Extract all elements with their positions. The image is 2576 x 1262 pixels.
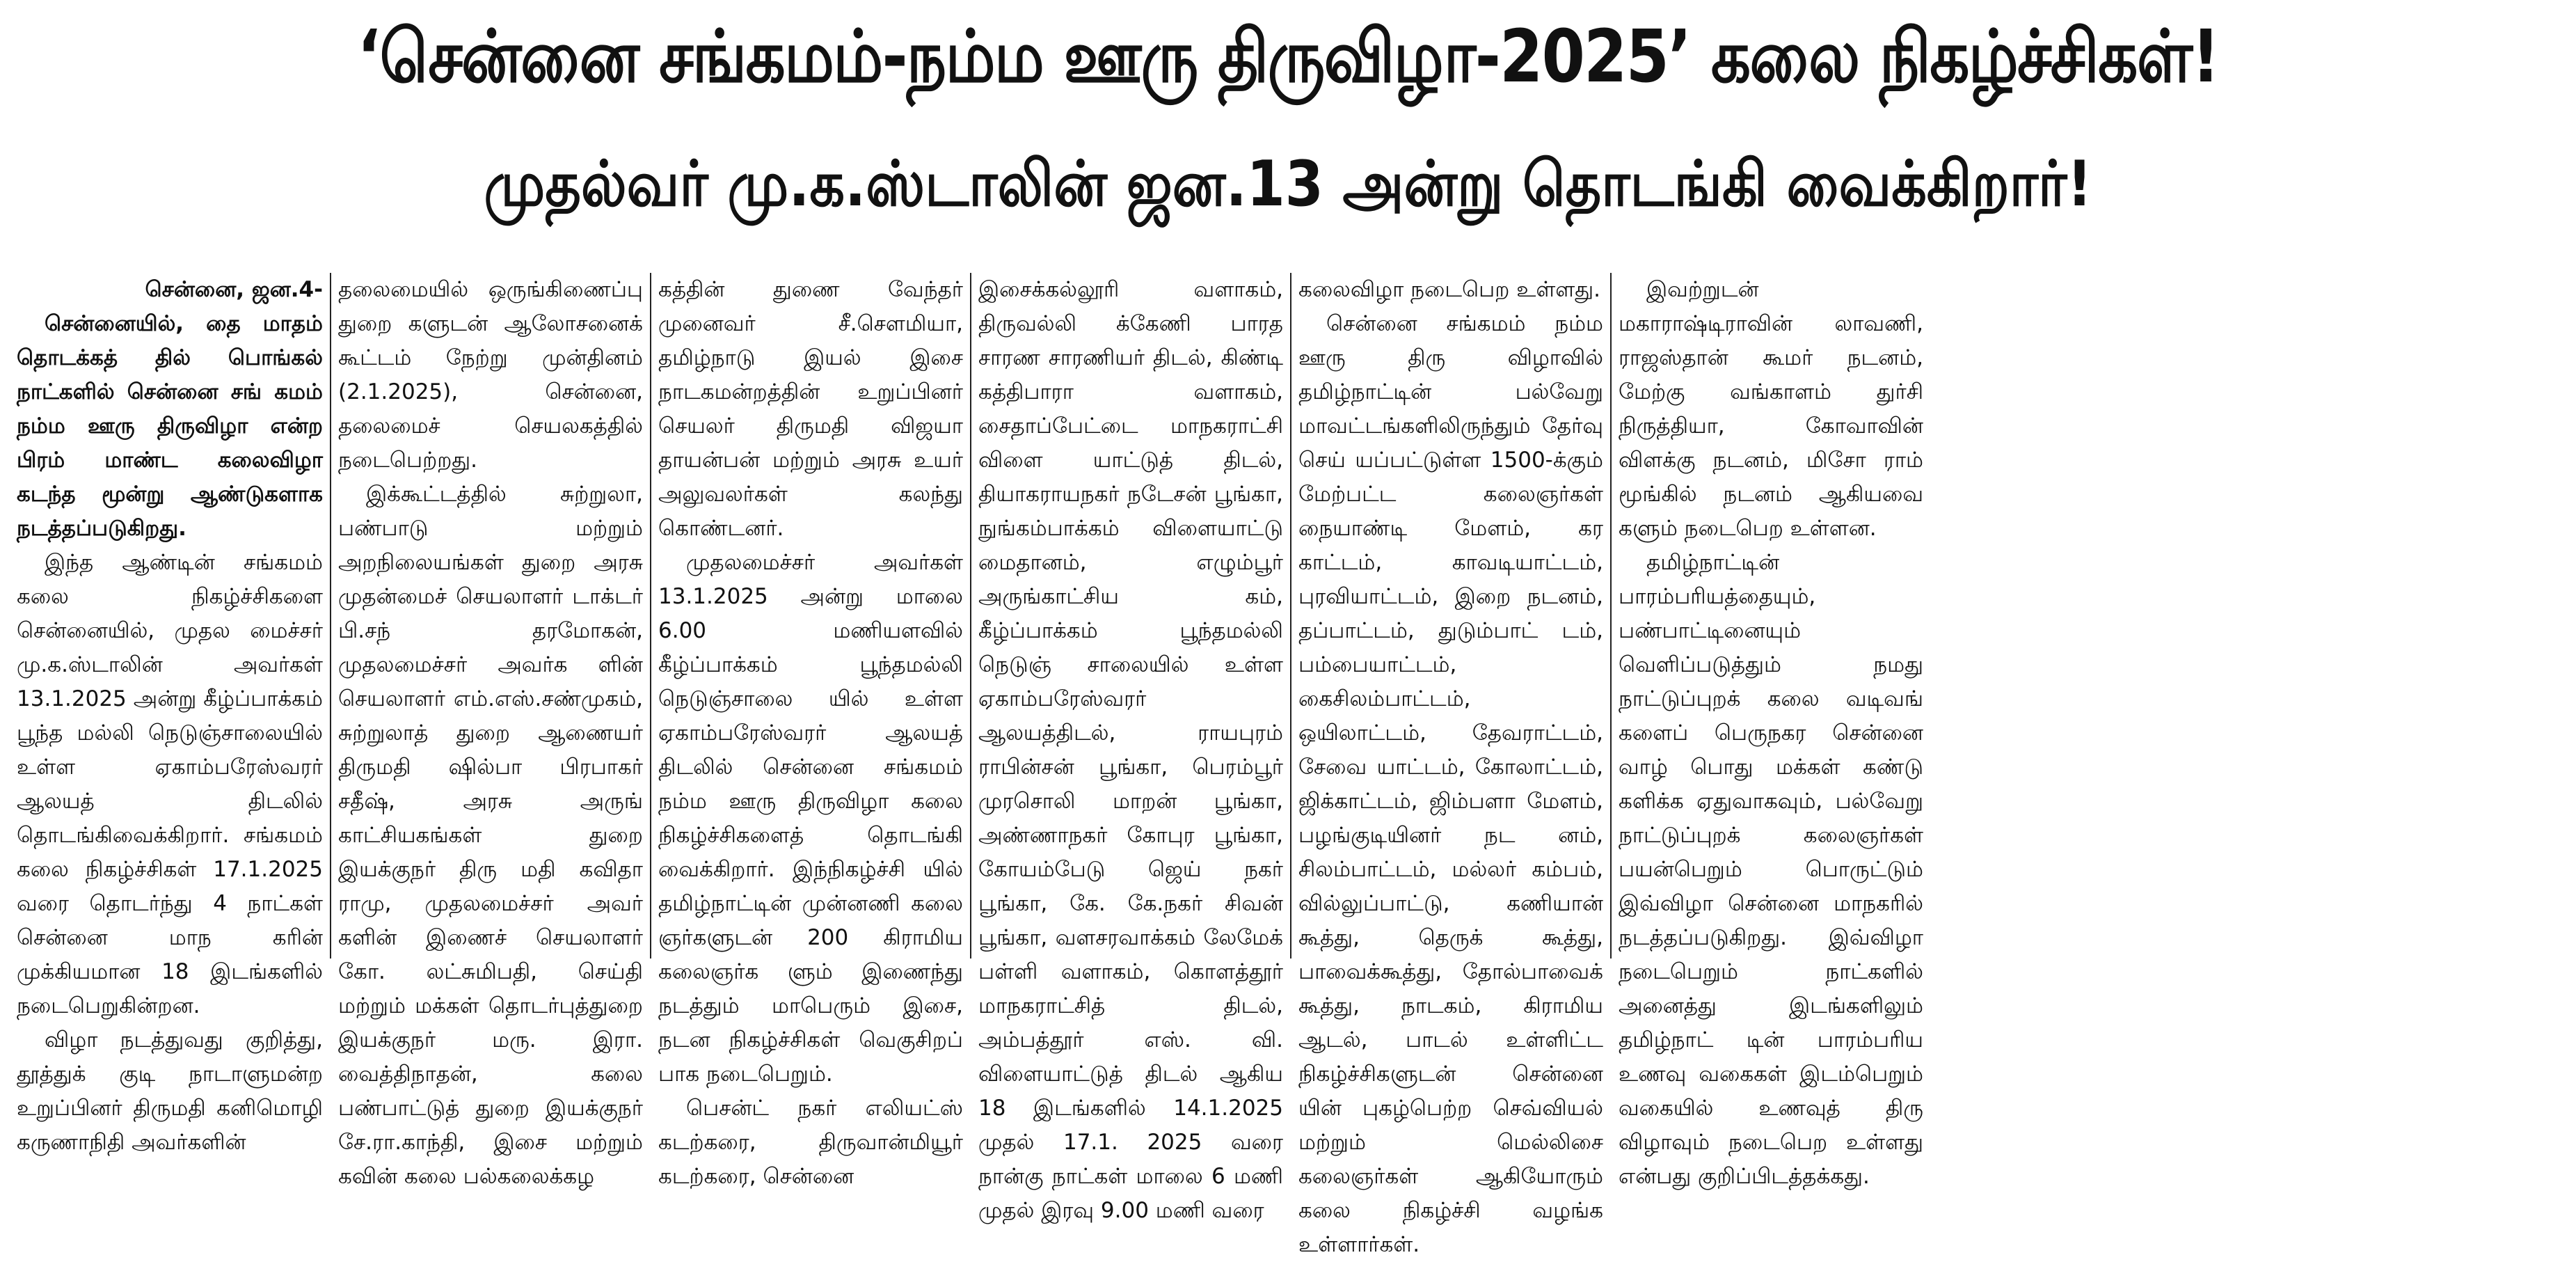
paragraph: இந்த ஆண்டின் சங்கமம் கலை நிகழ்ச்சிகளை சென்னையில், முதல மைச்சர் மு.க.ஸ்டாலின் அவர்கள் 13.1.2025 அன்று கீழ்ப்பாக்கம் பூந்த மல்லி நெடுஞ்சாலையில் உள்ள ஏகாம்பரேஸ்வரர் ஆலயத் திடலில் தொடங்கிவைக்கிறார். சங்கமம் கலை நிகழ்ச்சிகள் 17.1.2025 வரை தொடர்ந்து 4 நாட்கள் சென்னை மாந கரின் முக்கியமான 18 இடங்களில் நடைபெறுகின்றன. [17, 550, 323, 1018]
article-column-5 [1290, 273, 1610, 1257]
article-column-4 [970, 273, 1290, 1223]
paragraph: விழா நடத்துவது குறித்து, தூத்துக் குடி நாடாளுமன்ற உறுப்பினர் திருமதி கனிமொழி கருணாநிதி அவர்களின் [17, 1027, 323, 1155]
paragraph: தமிழ்நாட்டின் பாரம்பரியத்தையும், பண்பாட்டினையும் வெளிப்படுத்தும் நமது நாட்டுப்புறக் கலை வடிவங் களைப் பெருநகர சென்னை வாழ் பொது மக்கள் கண்டு களிக்க ஏதுவாகவும், பல்வேறு நாட்டுப்புறக் கலைஞர்கள் பயன்பெறும் பொருட்டும் இவ்விழா சென்னை மாநகரில் நடத்தப்படுகிறது. இவ்விழா நடைபெறும் நாட்களில் அனைத்து இடங்களிலும் தமிழ்நாட் டின் பாரம்பரிய உணவு வகைகள் இடம்பெறும் வகையில் உணவுத் திரு விழாவும் நடைபெற உள்ளது என்பது குறிப்பிடத்தக்கது. [1619, 550, 1923, 1189]
article-column-2 [330, 273, 650, 1189]
paragraph: கத்தின் துணை வேந்தர் முனைவர் சீ.சௌமியா, தமிழ்நாடு இயல் இசை நாடகமன்றத்தின் உறுப்பினர் செயலர் திருமதி விஜயா தாயன்பன் மற்றும் அரசு உயர் அலுவலர்கள் கலந்து கொண்டனர். [658, 277, 963, 541]
paragraph: இக்கூட்டத்தில் சுற்றுலா, பண்பாடு மற்றும் அறநிலையங்கள் துறை அரசு முதன்மைச் செயலாளர் டாக்டர் பி.சந் தரமோகன், முதலமைச்சர் அவர்க ளின் செயலாளர் எம்.எஸ்.சண்முகம், சுற்றுலாத் துறை ஆணையர் திருமதி ஷில்பா பிரபாகர் சதீஷ், அரசு அருங் காட்சியகங்கள் துறை இயக்குநர் திரு மதி கவிதா ராமு, முதலமைச்சர் அவர் களின் இணைச் செயலாளர் கோ. லட்சுமிபதி, செய்தி மற்றும் மக்கள் தொடர்புத்துறை இயக்குநர் மரு. இரா. வைத்திநாதன், கலை பண்பாட்டுத் துறை இயக்குநர் சே.ரா.காந்தி, இசை மற்றும் கவின் கலை பல்கலைக்கழ [338, 482, 643, 1189]
article-body [10, 273, 2570, 1257]
article-column-6 [1610, 273, 1930, 1189]
lead-paragraph: சென்னையில், தை மாதம் தொடக்கத் தில் பொங்கல் நாட்களில் சென்னை சங் கமம் நம்ம ஊரு திருவிழா என்ற பிரம் மாண்ட கலைவிழா கடந்த மூன்று ஆண்டுகளாக நடத்தப்படுகிறது. [17, 311, 323, 541]
paragraph: சென்னை சங்கமம் நம்ம ஊரு திரு விழாவில் தமிழ்நாட்டின் பல்வேறு மாவட்டங்களிலிருந்தும் தேர்வு செய் யப்பட்டுள்ள 1500-க்கும் மேற்பட்ட கலைஞர்கள் நையாண்டி மேளம், கர காட்டம், காவடியாட்டம், புரவியாட்டம், இறை நடனம், தப்பாட்டம், துடும்பாட் டம், பம்பையாட்டம், கைசிலம்பாட்டம், ஒயிலாட்டம், தேவராட்டம், சேவை யாட்டம், கோலாட்டம், ஜிக்காட்டம், ஜிம்பளா மேளம், பழங்குடியினர் நட னம், சிலம்பாட்டம், மல்லர் கம்பம், வில்லுப்பாட்டு, கணியான் கூத்து, தெருக் கூத்து, பாவைக்கூத்து, தோல்பாவைக் கூத்து, நாடகம், கிராமிய ஆடல், பாடல் உள்ளிட்ட நிகழ்ச்சிகளுடன் சென்னை யின் புகழ்பெற்ற செவ்வியல் மற்றும் மெல்லிசை கலைஞர்கள் ஆகியோரும் கலை நிகழ்ச்சி வழங்க உள்ளார்கள். [1298, 311, 1603, 1257]
paragraph: பெசன்ட் நகர் எலியட்ஸ் கடற்கரை, திருவான்மியூர் கடற்கரை, சென்னை [658, 1096, 963, 1189]
subheadline: முதல்வர் மு.க.ஸ்டாலின் ஜன.13 அன்று தொடங்கி வைக்கிறார்! [484, 147, 2092, 221]
paragraph: தலைமையில் ஒருங்கிணைப்பு துறை களுடன் ஆலோசனைக் கூட்டம் நேற்று முன்தினம் (2.1.2025), சென்னை, தலைமைச் செயலகத்தில் நடைபெற்றது. [338, 277, 643, 473]
dateline: சென்னை, ஜன.4- [145, 277, 323, 302]
headline: ‘சென்னை சங்கமம்-நம்ம ஊரு திருவிழா-2025’ கலை நிகழ்ச்சிகள்! [357, 13, 2219, 99]
paragraph: முதலமைச்சர் அவர்கள் 13.1.2025 அன்று மாலை 6.00 மணியளவில் கீழ்ப்பாக்கம் பூந்தமல்லி நெடுஞ்சாலை யில் உள்ள ஏகாம்பரேஸ்வரர் ஆலயத் திடலில் சென்னை சங்கமம் நம்ம ஊரு திருவிழா கலை நிகழ்ச்சிகளைத் தொடங்கி வைக்கிறார். இந்நிகழ்ச்சி யில் தமிழ்நாட்டின் முன்னணி கலை ஞர்களுடன் 200 கிராமிய கலைஞர்க ளும் இணைந்து நடத்தும் மாபெரும் இசை, நடன நிகழ்ச்சிகள் வெகுசிறப் பாக நடைபெறும். [658, 550, 963, 1087]
paragraph: இசைக்கல்லூரி வளாகம், திருவல்லி க்கேணி பாரத சாரண சாரணியர் திடல், கிண்டி கத்திபாரா வளாகம், சைதாப்பேட்டை மாநகராட்சி விளை யாட்டுத் திடல், தியாகராயநகர் நடேசன் பூங்கா, நுங்கம்பாக்கம் விளையாட்டு மைதானம், எழும்பூர் அருங்காட்சிய கம், கீழ்ப்பாக்கம் பூந்தமல்லி நெடுஞ் சாலையில் உள்ள ஏகாம்பரேஸ்வரர் ஆலயத்திடல், ராயபுரம் ராபின்சன் பூங்கா, பெரம்பூர் முரசொலி மாறன் பூங்கா, அண்ணாநகர் கோபுர பூங்கா, கோயம்பேடு ஜெய் நகர் பூங்கா, கே. கே.நகர் சிவன் பூங்கா, வளசரவாக்கம் லேமேக் பள்ளி வளாகம், கொளத்தூர் மாநகராட்சித் திடல், அம்பத்தூர் எஸ். வி. விளையாட்டுத் திடல் ஆகிய 18 இடங்களில் 14.1.2025 முதல் 17.1. 2025 வரை நான்கு நாட்கள் மாலை 6 மணி முதல் இரவு 9.00 மணி வரை [978, 277, 1283, 1223]
article-column-1 [10, 273, 330, 1155]
paragraph: கலைவிழா நடைபெற உள்ளது. [1298, 277, 1601, 302]
paragraph: இவற்றுடன் மகாராஷ்டிராவின் லாவணி, ராஜஸ்தான் கூமர் நடனம், மேற்கு வங்காளம் துர்சி நிருத்தியா, கோவாவின் விளக்கு நடனம், மிசோ ராம் மூங்கில் நடனம் ஆகியவை களும் நடைபெற உள்ளன. [1619, 277, 1923, 541]
article-column-3 [650, 273, 970, 1189]
